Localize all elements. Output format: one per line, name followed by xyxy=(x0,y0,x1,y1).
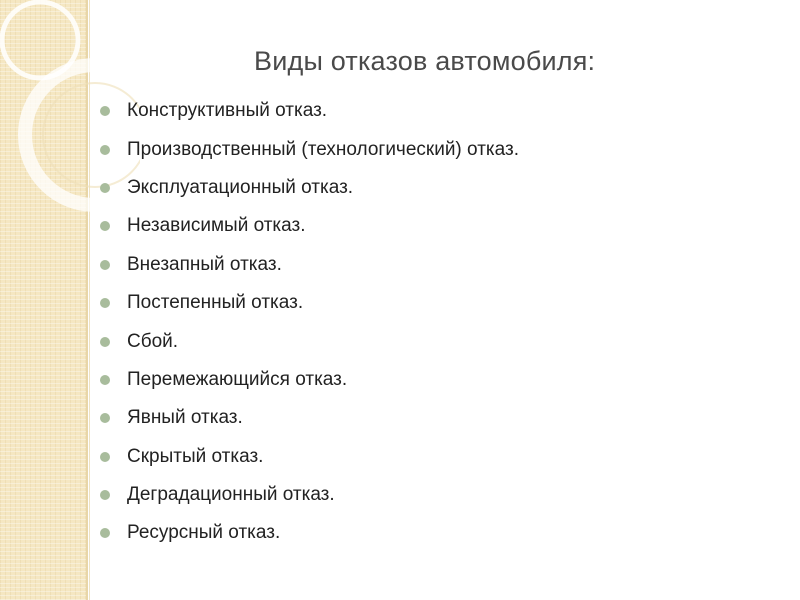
bullet-icon xyxy=(100,452,110,462)
list-item-label: Производственный (технологический) отказ. xyxy=(127,138,519,160)
list-item xyxy=(100,284,519,322)
list-item xyxy=(100,169,519,207)
list-item xyxy=(100,438,519,476)
bullet-icon xyxy=(100,528,110,538)
list-item xyxy=(100,246,519,284)
list-item-label: Внезапный отказ. xyxy=(127,253,282,275)
list-item-label: Постепенный отказ. xyxy=(127,292,304,314)
bullet-icon xyxy=(100,337,110,347)
list-item-label: Явный отказ. xyxy=(127,407,243,429)
list-item-label: Независимый отказ. xyxy=(127,215,306,237)
list-item xyxy=(100,322,519,360)
list-item-label: Сбой. xyxy=(127,330,179,352)
list-item-label: Эксплуатационный отказ. xyxy=(127,176,354,198)
failure-types-list xyxy=(100,92,519,553)
bullet-icon xyxy=(100,413,110,423)
list-item-label: Перемежающийся отказ. xyxy=(127,368,348,390)
list-item-label: Скрытый отказ. xyxy=(127,445,264,467)
bullet-icon xyxy=(100,298,110,308)
bullet-icon xyxy=(100,183,110,193)
list-item xyxy=(100,92,519,130)
list-item-label: Конструктивный отказ. xyxy=(127,100,328,122)
slide-title: Виды отказов автомобиля: xyxy=(254,46,596,76)
bullet-icon xyxy=(100,375,110,385)
bullet-icon xyxy=(100,260,110,270)
list-item-label: Ресурсный отказ. xyxy=(127,522,281,544)
bullet-icon xyxy=(100,106,110,116)
bullet-icon xyxy=(100,145,110,155)
list-item-label: Деградационный отказ. xyxy=(127,484,335,506)
list-item xyxy=(100,130,519,168)
list-item xyxy=(100,361,519,399)
bullet-icon xyxy=(100,221,110,231)
list-item xyxy=(100,399,519,437)
list-item xyxy=(100,207,519,245)
list-item xyxy=(100,514,519,552)
bullet-icon xyxy=(100,490,110,500)
list-item xyxy=(100,476,519,514)
